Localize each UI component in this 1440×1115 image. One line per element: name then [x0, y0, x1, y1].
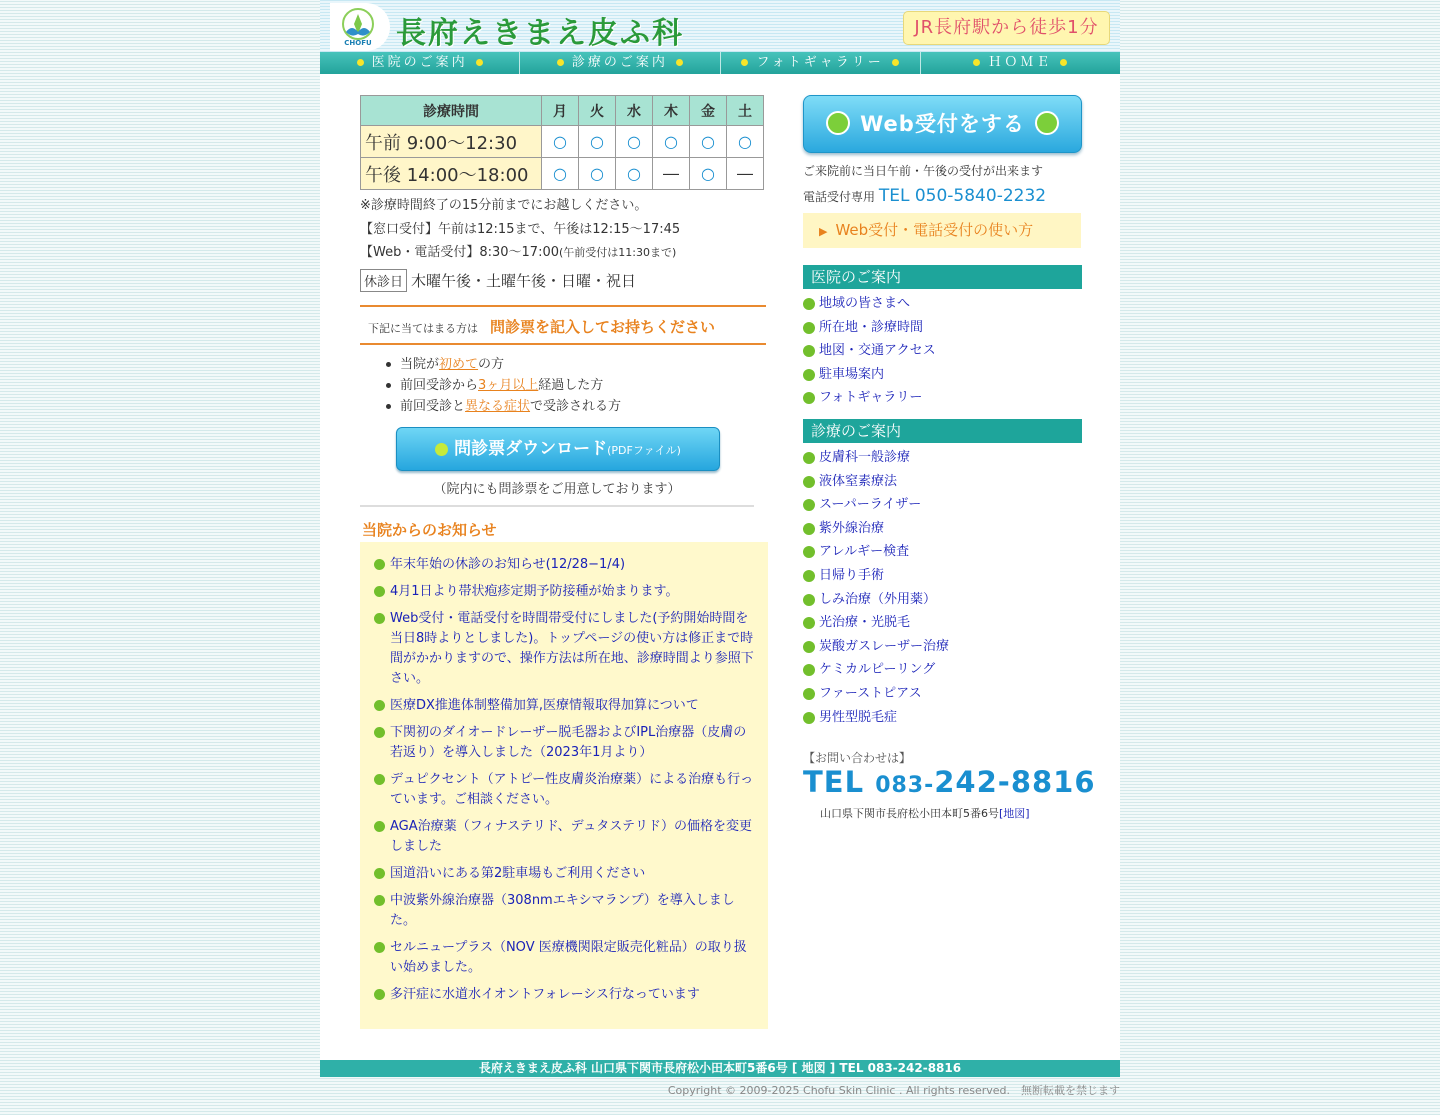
- news-item-label: Web受付・電話受付を時間帯受付にしました(予約開始時間を当日8時よりとしました)。トップページの使い方は修正まで時間がかかりますので、操作方法は所在地、診療時間より参照下さい。: [390, 611, 754, 686]
- hours-row-am: [361, 126, 764, 158]
- access-badge: JR長府駅から徒歩1分: [903, 11, 1110, 45]
- treatment-menu-item-label: 皮膚科一般診療: [819, 450, 911, 465]
- mark: ○: [653, 126, 690, 158]
- triangle-right-icon: ▶: [819, 225, 828, 238]
- map-link[interactable]: [地図]: [999, 807, 1030, 820]
- highlight: 異なる症状: [465, 399, 531, 414]
- treatment-section-heading: 診療のご案内: [803, 419, 1082, 443]
- download-small: (PDFファイル): [607, 444, 681, 457]
- nav-label: 診療のご案内: [571, 55, 668, 70]
- divider: [360, 505, 754, 507]
- web-button-label: Web受付をする: [860, 112, 1025, 136]
- dot-icon: [676, 59, 683, 66]
- global-nav: [320, 52, 1120, 74]
- clinic-menu: [803, 292, 936, 410]
- news-item-label: セルニュープラス（NOV 医療機関限定販売化粧品）の取り扱い始めました。: [390, 940, 747, 975]
- clinic-menu-item[interactable]: [803, 339, 936, 363]
- holiday-text: 木曜午後・土曜午後・日曜・祝日: [411, 272, 637, 290]
- news-item[interactable]: [374, 891, 756, 931]
- treatment-menu-item[interactable]: [803, 517, 949, 541]
- bullet-icon: [374, 559, 385, 570]
- hours-table: [360, 95, 764, 190]
- clinic-menu-item[interactable]: [803, 386, 936, 410]
- nav-clinic[interactable]: [320, 52, 520, 74]
- news-item-label: 下関初のダイオードレーザー脱毛器およびIPL治療器（皮膚の若返り）を導入しました（2023年1月より）: [390, 725, 747, 760]
- bullet-icon: [374, 895, 385, 906]
- clinic-section-heading: 医院のご案内: [803, 265, 1082, 289]
- mark: ―: [653, 158, 690, 190]
- bullet-icon: [803, 546, 815, 558]
- text: 前回受診と: [400, 399, 466, 414]
- mark: ○: [616, 126, 653, 158]
- bullet-icon: [803, 641, 815, 653]
- dot-icon: [357, 59, 364, 66]
- main-phone[interactable]: [803, 765, 1096, 799]
- clover-icon: [1035, 111, 1059, 135]
- treatment-menu-item-label: ファーストピアス: [819, 685, 922, 701]
- dot-icon: [892, 59, 899, 66]
- nav-home[interactable]: [921, 52, 1120, 74]
- row-label: 午後 14:00〜18:00: [361, 158, 542, 190]
- news-item[interactable]: [374, 582, 756, 602]
- window-reception-note: 【窓口受付】午前は12:15まで、午後は12:15〜17:45: [360, 222, 681, 237]
- bullet-icon: [803, 570, 815, 582]
- news-item-label: 4月1日より帯状疱疹定期予防接種が始まります。: [390, 584, 679, 599]
- questionnaire-conditions: [400, 354, 621, 417]
- holiday-info: [360, 269, 636, 292]
- bullet-icon: [803, 298, 815, 310]
- tel-number[interactable]: TEL 050-5840-2232: [878, 186, 1047, 206]
- treatment-menu-item[interactable]: [803, 682, 949, 706]
- bullet-icon: [374, 989, 385, 1000]
- treatment-menu-item-label: ケミカルピーリング: [819, 662, 936, 678]
- news-item[interactable]: [374, 817, 756, 857]
- mark: ○: [542, 158, 579, 190]
- web-reception-button[interactable]: [803, 95, 1082, 153]
- news-box: [360, 542, 768, 1029]
- treatment-menu-item-label: 液体窒素療法: [819, 473, 898, 489]
- web-reception-small: (午前受付は11:30まで): [559, 246, 677, 259]
- bullet-icon: [374, 613, 385, 624]
- footer-bar: 長府えきまえ皮ふ科 山口県下関市長府松小田本町5番6号 [ 地図 ] TEL 083-242-8816: [320, 1060, 1120, 1077]
- bullet-icon: [803, 617, 815, 629]
- header: [320, 0, 1120, 52]
- treatment-menu-item-label: スーパーライザー: [819, 497, 922, 513]
- bullet-icon: [803, 345, 815, 357]
- treatment-menu: [803, 446, 949, 729]
- bullet-icon: [374, 586, 385, 597]
- dot-icon: [741, 59, 748, 66]
- mark: ○: [727, 126, 764, 158]
- news-item-label: 多汗症に水道水イオントフォレーシス行なっています: [390, 987, 700, 1002]
- dot-icon: [476, 59, 483, 66]
- news-item[interactable]: [374, 555, 756, 575]
- row-label: 午前 9:00〜12:30: [361, 126, 542, 158]
- nav-label: フォトギャラリー: [756, 55, 884, 70]
- download-label: 問診票ダウンロード: [454, 439, 608, 459]
- questionnaire-availability: （院内にも問診票をご用意しております）: [433, 482, 681, 497]
- copyright: Copyright © 2009-2025 Chofu Skin Clinic . All rights reserved. 無断転載を禁じます: [667, 1084, 1120, 1097]
- treatment-menu-item-label: 光治療・光脱毛: [819, 615, 911, 631]
- clinic-menu-item-label: 所在地・診療時間: [819, 319, 924, 335]
- mark: ○: [542, 126, 579, 158]
- bullet-icon: [803, 712, 815, 724]
- mark: ○: [616, 158, 653, 190]
- web-reception-note: ご来院前に当日午前・午後の受付が出来ます: [803, 164, 1044, 178]
- treatment-menu-item[interactable]: [803, 564, 949, 588]
- tel-rest: 242-8816: [934, 765, 1096, 799]
- text: で受診される方: [530, 399, 622, 414]
- hours-row-pm: [361, 158, 764, 190]
- news-item[interactable]: [374, 938, 756, 978]
- news-item-label: AGA治療薬（フィナステリド、デュタステリド）の価格を変更しました: [390, 819, 752, 854]
- bullet-icon: [803, 392, 815, 404]
- treatment-menu-item-label: 男性型脱毛症: [819, 709, 898, 725]
- howto-label: Web受付・電話受付の使い方: [835, 221, 1034, 239]
- mark: ○: [690, 158, 727, 190]
- treatment-menu-item[interactable]: [803, 493, 949, 517]
- contact-label: 【お問い合わせは】: [803, 751, 912, 765]
- site-title[interactable]: 長府えきまえ皮ふ科: [396, 16, 684, 51]
- clinic-menu-item-label: フォトギャラリー: [819, 390, 923, 406]
- treatment-menu-item[interactable]: [803, 446, 949, 470]
- clinic-menu-item-label: 駐車場案内: [819, 366, 885, 382]
- treatment-menu-item[interactable]: [803, 540, 949, 564]
- treatment-menu-item[interactable]: [803, 635, 949, 659]
- hours-header: 診療時間: [361, 96, 542, 126]
- bullet-icon: [803, 523, 815, 535]
- tel-area: 083-: [875, 773, 935, 798]
- treatment-menu-item-label: 紫外線治療: [819, 520, 885, 536]
- bullet-icon: [803, 452, 815, 464]
- text: の方: [478, 357, 505, 372]
- nav-label: ＨＯＭＥ: [988, 55, 1053, 70]
- day-fri: 金: [690, 96, 727, 126]
- mark: ○: [579, 158, 616, 190]
- phone-reception: [803, 186, 1046, 206]
- day-sat: 土: [727, 96, 764, 126]
- news-item[interactable]: [374, 985, 756, 1005]
- treatment-menu-item[interactable]: [803, 470, 949, 494]
- address: [820, 805, 1030, 821]
- address-text: 山口県下関市長府松小田本町5番6号: [820, 807, 999, 820]
- treatment-menu-item[interactable]: [803, 706, 949, 730]
- treatment-menu-item-label: アレルギー検査: [819, 544, 910, 560]
- clinic-menu-item[interactable]: [803, 316, 936, 340]
- bullet-icon: [374, 774, 385, 785]
- bullet-icon: [803, 499, 815, 511]
- tel-label: 電話受付専用: [803, 190, 876, 204]
- questionnaire-banner: [360, 305, 766, 345]
- dot-icon: [1060, 59, 1067, 66]
- clover-icon: [826, 111, 850, 135]
- dot-icon: [435, 443, 448, 456]
- news-heading: 当院からのお知らせ: [362, 521, 497, 539]
- news-item[interactable]: [374, 696, 756, 716]
- news-list: [360, 542, 768, 1005]
- day-thu: 木: [653, 96, 690, 126]
- page: [320, 0, 1120, 1115]
- bullet-icon: [374, 727, 385, 738]
- bullet-icon: [374, 700, 385, 711]
- news-item-label: 年末年始の休診のお知らせ(12/28−1/4): [390, 557, 626, 572]
- bullet-icon: [803, 476, 815, 488]
- list-item: [400, 396, 621, 417]
- holiday-tag: 休診日: [360, 269, 407, 292]
- day-wed: 水: [616, 96, 653, 126]
- web-reception-main: 【Web・電話受付】8:30〜17:00: [360, 245, 559, 260]
- news-item[interactable]: [374, 770, 756, 810]
- list-item: [400, 375, 621, 396]
- mark: ―: [727, 158, 764, 190]
- bullet-icon: [803, 664, 815, 676]
- news-item[interactable]: [374, 864, 756, 884]
- text: 経過した方: [538, 378, 604, 393]
- nav-treatment[interactable]: [520, 52, 720, 74]
- logo[interactable]: [330, 3, 390, 51]
- bullet-icon: [374, 942, 385, 953]
- treatment-menu-item-label: しみ治療（外用薬）: [819, 591, 937, 607]
- questionnaire-download-button[interactable]: [396, 427, 720, 471]
- mark: ○: [579, 126, 616, 158]
- text: 当院が: [400, 357, 440, 372]
- news-item-label: デュピクセント（アトピー性皮膚炎治療薬）による治療も行っています。ご相談ください。: [390, 772, 754, 807]
- treatment-menu-item-label: 日帰り手術: [819, 567, 885, 583]
- questionnaire-title: 問診票を記入してお持ちください: [490, 318, 716, 336]
- news-item[interactable]: [374, 609, 756, 689]
- bullet-icon: [374, 868, 385, 879]
- clinic-menu-item[interactable]: [803, 292, 936, 316]
- nav-gallery[interactable]: [721, 52, 921, 74]
- bullet-icon: [803, 369, 815, 381]
- questionnaire-lead: 下記に当てはまる方は: [368, 322, 478, 335]
- clinic-menu-item-label: 地図・交通アクセス: [819, 343, 936, 359]
- dot-icon: [557, 59, 564, 66]
- tel-prefix: TEL: [803, 765, 865, 799]
- web-reception-note: [360, 241, 676, 260]
- howto-link[interactable]: [803, 213, 1081, 248]
- treatment-menu-item-label: 炭酸ガスレーザー治療: [819, 638, 950, 654]
- treatment-menu-item[interactable]: [803, 588, 949, 612]
- highlight: 3ヶ月以上: [478, 378, 539, 393]
- clinic-menu-item-label: 地域の皆さまへ: [819, 296, 911, 311]
- day-mon: 月: [542, 96, 579, 126]
- nav-label: 医院のご案内: [371, 55, 468, 70]
- mark: ○: [690, 126, 727, 158]
- bullet-icon: [374, 821, 385, 832]
- highlight: 初めて: [439, 357, 479, 372]
- hours-header-row: [361, 96, 764, 126]
- news-item-label: 医療DX推進体制整備加算,医療情報取得加算について: [390, 698, 699, 713]
- news-item-label: 国道沿いにある第2駐車場もご利用ください: [390, 866, 646, 881]
- treatment-menu-item[interactable]: [803, 658, 949, 682]
- logo-text: CHOFU: [344, 39, 372, 47]
- news-item-label: 中波紫外線治療器（308nmエキシマランプ）を導入しました。: [390, 893, 735, 928]
- news-item[interactable]: [374, 723, 756, 763]
- text: 前回受診から: [400, 378, 479, 393]
- treatment-menu-item[interactable]: [803, 611, 949, 635]
- list-item: [400, 354, 621, 375]
- hours-note: ※診療時間終了の15分前までにお越しください。: [360, 198, 648, 213]
- bullet-icon: [803, 688, 815, 700]
- dot-icon: [973, 59, 980, 66]
- day-tue: 火: [579, 96, 616, 126]
- bullet-icon: [803, 322, 815, 334]
- bullet-icon: [803, 594, 815, 606]
- clinic-menu-item[interactable]: [803, 363, 936, 387]
